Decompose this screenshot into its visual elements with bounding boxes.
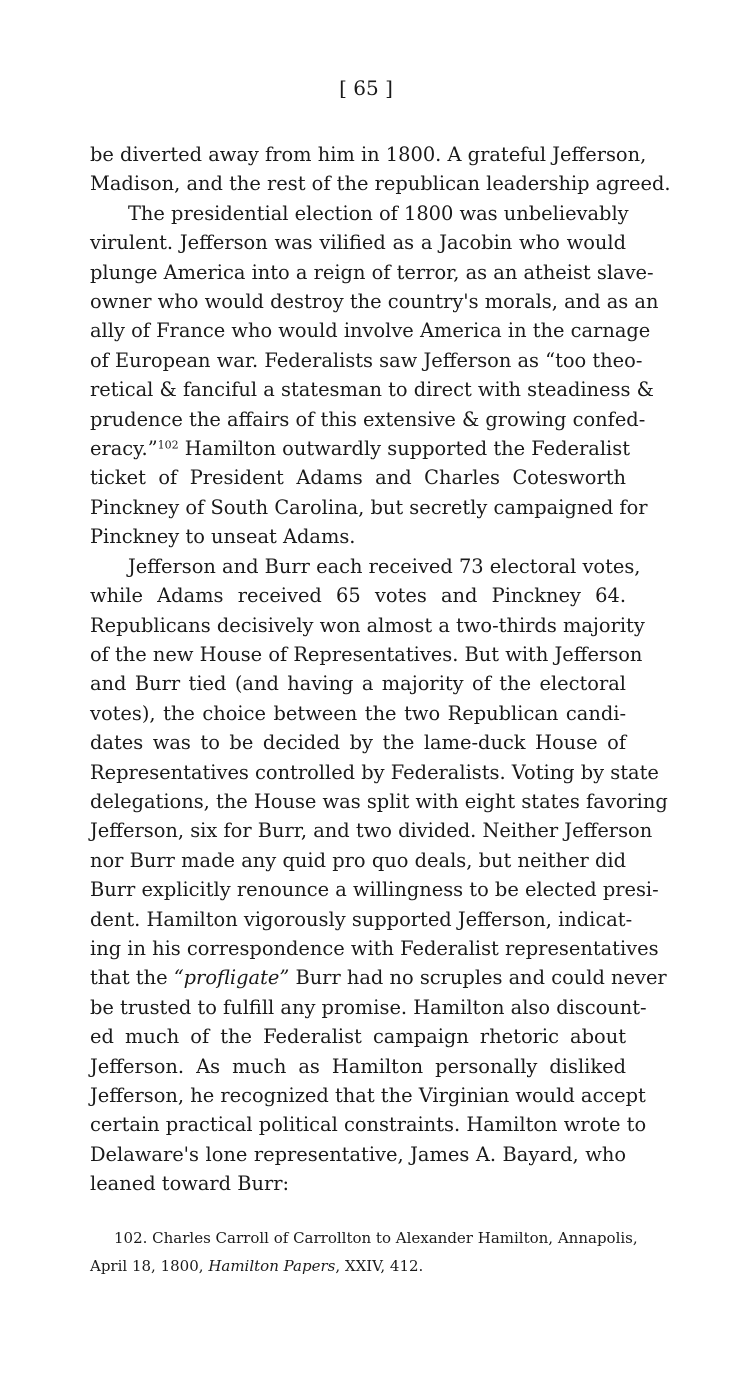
- text-line: Pinckney of South Carolina, but secretly campaigned for: [90, 495, 648, 519]
- text-line: Representatives controlled by Federalists. Voting by state: [90, 760, 659, 784]
- text-line: dates was to be decided by the lame-duck House of: [90, 731, 626, 755]
- text-line: be diverted away from him in 1800. A grateful Jefferson,: [90, 143, 647, 166]
- text-line: virulent. Jefferson was vilified as a Jacobin who would: [90, 231, 626, 255]
- text-line: ed much of the Federalist campaign rhetoric about: [90, 1025, 626, 1049]
- text-line: Delaware's lone representative, James A. Bayard, who: [90, 1142, 626, 1166]
- text-line: leaned toward Burr:: [90, 1172, 290, 1196]
- text-line: ticket of President Adams and Charles Cotesworth: [90, 466, 626, 490]
- text-line: ally of France who would involve America in the carnage: [90, 319, 651, 343]
- text-line: prudence the affairs of this extensive & growing confed-: [90, 407, 646, 431]
- text-line: while Adams received 65 votes and Pinckney 64.: [90, 584, 626, 608]
- text-line: Republicans decisively won almost a two-thirds majority: [90, 613, 645, 637]
- text-line: be trusted to fulfill any promise. Hamilton also discount-: [90, 995, 647, 1019]
- text-line: delegations, the House was split with eight states favoring: [90, 789, 668, 813]
- text-line: certain practical political constraints. Hamilton wrote to: [90, 1113, 647, 1137]
- text-line: plunge America into a reign of terror, as an atheist slave-: [90, 260, 654, 284]
- footnote-date: April 18, 1800,: [90, 1257, 209, 1275]
- text-line: Pinckney to unseat Adams.: [90, 525, 356, 549]
- text-line: nor Burr made any quid pro quo deals, but neither did: [90, 848, 626, 872]
- text-line: Jefferson, six for Burr, and two divided. Neither Jefferson: [90, 819, 653, 843]
- text-line: [90, 963, 667, 992]
- text-line: dent. Hamilton vigorously supported Jefferson, indicat-: [90, 907, 633, 931]
- italic-word: “profligate”: [173, 966, 290, 990]
- text-line: The presidential election of 1800 was unbelievably: [128, 201, 629, 225]
- footnote-line: [90, 1252, 626, 1280]
- text-line: Jefferson. As much as Hamilton personally disliked: [90, 1054, 626, 1078]
- footnote-line: 102. Charles Carroll of Carrollton to Alexander Hamilton, Annapolis,: [114, 1229, 638, 1247]
- text-line: votes), the choice between the two Republican candi-: [90, 701, 626, 725]
- body-text: [90, 140, 671, 1199]
- text-line: Madison, and the rest of the republican leadership agreed.: [90, 172, 671, 196]
- text-line: owner who would destroy the country's morals, and as an: [90, 290, 659, 314]
- text-line: Jefferson, he recognized that the Virginian would accept: [90, 1084, 646, 1107]
- footnote-source-title: Hamilton Papers: [208, 1257, 336, 1275]
- footnote-volume: , XXIV, 412.: [335, 1257, 424, 1275]
- text-line: [90, 434, 630, 463]
- text-line: and Burr tied (and having a majority of the electoral: [90, 672, 626, 696]
- footnote-ref[interactable]: 102: [157, 438, 179, 452]
- line-rest: Hamilton outwardly supported the Federalist: [178, 437, 630, 461]
- text-line: Jefferson and Burr each received 73 electoral votes,: [128, 554, 641, 578]
- text-line: Burr explicitly renounce a willingness to be elected presi-: [90, 878, 659, 902]
- text-line: ing in his correspondence with Federalist representatives: [90, 936, 659, 960]
- text-line: retical & fanciful a statesman to direct with steadiness &: [90, 378, 654, 402]
- line-start: that the: [90, 966, 174, 990]
- page-number: [ 65 ]: [339, 76, 393, 100]
- line-rest: Burr had no scruples and could never: [289, 966, 667, 990]
- quote-end: eracy.”: [90, 437, 158, 461]
- text-line: of the new House of Representatives. But with Jefferson: [90, 642, 643, 666]
- text-line: of European war. Federalists saw Jefferson as “too theo-: [90, 348, 643, 372]
- footnote: [90, 1224, 638, 1280]
